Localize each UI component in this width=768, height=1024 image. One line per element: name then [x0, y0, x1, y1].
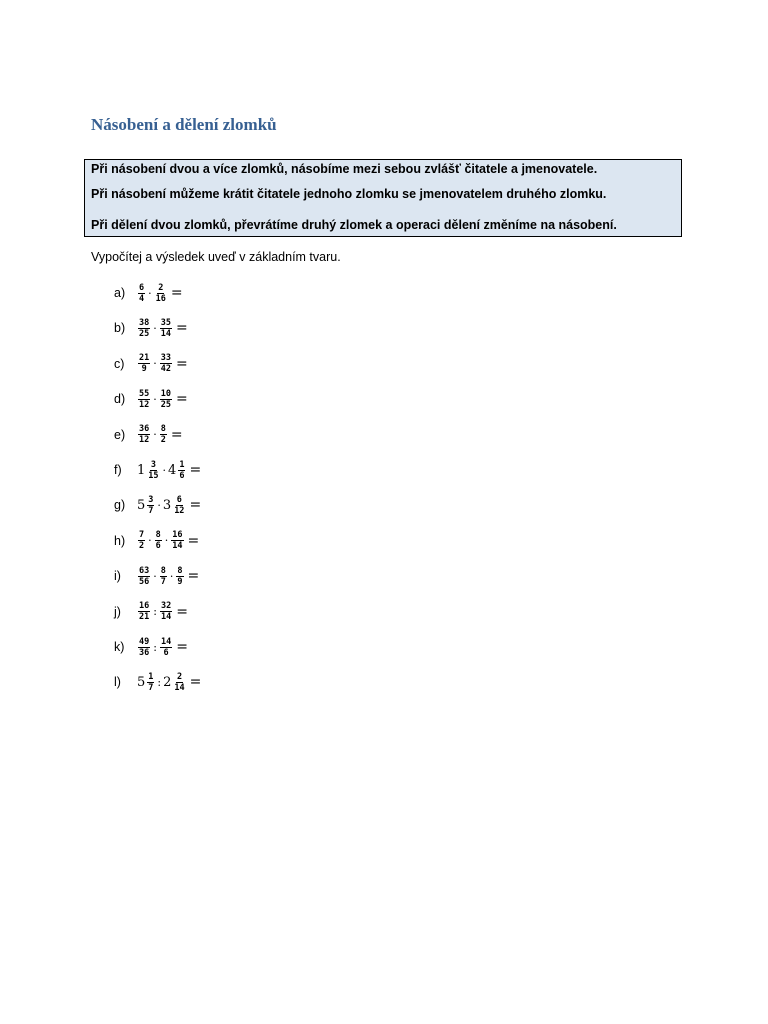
operator: · — [162, 463, 167, 477]
operator: : — [157, 675, 162, 689]
fraction — [160, 601, 172, 622]
numerator: 7 — [139, 530, 145, 541]
operator: : — [153, 640, 157, 654]
exercise-expression — [137, 318, 188, 339]
operator: : — [153, 605, 157, 619]
exercise-label: c) — [114, 356, 125, 371]
denominator: 14 — [174, 682, 185, 693]
fraction — [138, 601, 150, 622]
operator: · — [169, 569, 174, 583]
exercise-expression — [137, 389, 188, 410]
numerator: 21 — [139, 353, 150, 364]
exercise-label: h) — [114, 533, 126, 548]
numerator: 8 — [155, 530, 161, 541]
denominator: 7 — [148, 682, 154, 693]
equals-sign: = — [187, 532, 200, 549]
fraction — [138, 353, 150, 374]
whole-number: 3 — [162, 497, 172, 513]
denominator: 21 — [139, 612, 150, 623]
denominator: 12 — [139, 399, 150, 410]
numerator: 8 — [160, 565, 166, 576]
numerator: 6 — [139, 282, 145, 293]
rule-multiplication: Při násobení dvou a více zlomků, násobíme mezi sebou zvlášť čitatele a jmenovatele. — [91, 162, 598, 176]
exercise-expression — [137, 672, 201, 693]
numerator: 2 — [176, 671, 183, 682]
numerator: 1 — [148, 671, 154, 682]
exercise-item — [114, 597, 188, 627]
denominator: 2 — [139, 541, 145, 552]
operator: · — [153, 357, 157, 371]
fraction — [155, 530, 162, 551]
operator: · — [148, 286, 152, 300]
whole-number: 1 — [137, 462, 146, 478]
fraction — [147, 672, 154, 693]
numerator: 49 — [139, 636, 150, 647]
numerator: 6 — [176, 494, 182, 505]
numerator: 33 — [160, 353, 171, 364]
equals-sign: = — [189, 497, 202, 514]
exercise-item — [114, 526, 199, 556]
exercise-expression — [137, 530, 199, 551]
denominator: 16 — [155, 293, 166, 304]
operator: · — [164, 534, 169, 548]
exercise-item — [114, 490, 201, 520]
denominator: 14 — [160, 612, 172, 623]
equals-sign: = — [176, 320, 188, 337]
exercise-item — [114, 667, 201, 697]
operator: · — [153, 569, 157, 583]
denominator: 2 — [160, 435, 166, 446]
exercise-expression — [137, 566, 199, 587]
equals-sign: = — [176, 391, 188, 408]
fraction — [138, 637, 150, 658]
denominator: 15 — [148, 470, 159, 481]
instruction: Vypočítej a výsledek uveď v základním tvaru. — [91, 250, 341, 264]
equals-sign: = — [189, 462, 202, 478]
denominator: 9 — [177, 576, 183, 587]
exercise-item — [114, 455, 201, 485]
operator: · — [153, 321, 157, 335]
page-title: Násobení a dělení zlomků — [91, 115, 277, 134]
fraction — [138, 566, 150, 587]
fraction — [160, 637, 172, 658]
numerator: 32 — [160, 601, 172, 612]
fraction — [178, 460, 185, 481]
exercise-expression — [137, 495, 201, 516]
fraction — [173, 495, 185, 516]
exercise-label: d) — [114, 392, 126, 407]
denominator: 6 — [179, 470, 185, 481]
exercise-item — [114, 349, 188, 379]
operator: · — [157, 498, 161, 512]
denominator: 7 — [160, 576, 166, 587]
exercise-item — [114, 632, 188, 662]
fraction — [138, 318, 150, 339]
equals-sign: = — [176, 355, 188, 372]
exercise-expression — [137, 637, 188, 658]
numerator: 2 — [158, 282, 164, 293]
exercise-label: l) — [114, 675, 121, 690]
fraction — [138, 389, 150, 410]
fraction — [160, 389, 172, 410]
denominator: 12 — [139, 435, 150, 446]
fraction — [138, 283, 145, 304]
exercise-expression — [137, 353, 188, 374]
exercise-expression — [137, 283, 183, 304]
fraction — [171, 530, 183, 551]
equals-sign: = — [170, 285, 183, 301]
exercise-label: f) — [114, 463, 122, 477]
equals-sign: = — [189, 674, 202, 691]
fraction — [176, 566, 183, 587]
whole-number: 2 — [163, 674, 172, 690]
denominator: 36 — [139, 647, 150, 658]
whole-number: 5 — [137, 674, 146, 690]
numerator: 8 — [177, 565, 183, 576]
fraction — [138, 424, 150, 445]
fraction — [147, 460, 159, 481]
numerator: 38 — [139, 317, 150, 328]
rules-box — [84, 159, 682, 237]
denominator: 14 — [172, 541, 183, 552]
exercise-item — [114, 420, 183, 450]
exercise-expression — [137, 460, 201, 481]
denominator: 4 — [139, 293, 145, 304]
fraction — [160, 424, 167, 445]
numerator: 3 — [148, 494, 154, 505]
denominator: 56 — [139, 576, 150, 587]
equals-sign: = — [170, 426, 183, 443]
denominator: 6 — [155, 541, 161, 552]
numerator: 10 — [160, 388, 171, 399]
exercise-label: i) — [114, 569, 121, 584]
exercise-label: e) — [114, 427, 126, 442]
exercise-label: b) — [114, 321, 126, 336]
exercise-item — [114, 313, 188, 343]
numerator: 16 — [139, 601, 150, 612]
denominator: 6 — [163, 647, 169, 658]
numerator: 14 — [160, 636, 172, 647]
fraction — [173, 672, 185, 693]
fraction — [160, 353, 172, 374]
denominator: 9 — [141, 364, 147, 375]
exercise-expression — [137, 424, 183, 445]
whole-number: 5 — [137, 497, 146, 513]
numerator: 1 — [179, 459, 185, 470]
denominator: 25 — [139, 328, 150, 339]
numerator: 63 — [139, 565, 150, 576]
denominator: 12 — [174, 505, 185, 516]
exercise-label: a) — [114, 286, 126, 300]
equals-sign: = — [176, 603, 188, 620]
numerator: 36 — [139, 424, 150, 435]
exercise-item — [114, 278, 183, 308]
fraction — [155, 283, 167, 304]
fraction — [160, 318, 172, 339]
denominator: 25 — [160, 399, 171, 410]
equals-sign: = — [187, 568, 200, 585]
operator: · — [153, 428, 157, 442]
exercise-label: k) — [114, 640, 125, 654]
operator: · — [148, 534, 152, 548]
exercise-item — [114, 561, 199, 591]
exercise-item — [114, 384, 188, 414]
numerator: 3 — [150, 459, 156, 470]
numerator: 8 — [160, 424, 166, 435]
exercise-expression — [137, 601, 188, 622]
numerator: 16 — [172, 530, 183, 541]
rule-division: Při dělení dvou zlomků, převrátíme druhý zlomek a operaci dělení změníme na násobení. — [91, 218, 617, 232]
equals-sign: = — [176, 639, 188, 655]
rule-cancelling: Při násobení můžeme krátit čitatele jednoho zlomku se jmenovatelem druhého zlomku. — [91, 187, 607, 201]
denominator: 14 — [160, 328, 171, 339]
operator: · — [153, 392, 157, 406]
whole-number: 4 — [168, 462, 177, 478]
numerator: 35 — [160, 317, 171, 328]
denominator: 7 — [148, 505, 154, 516]
numerator: 55 — [139, 388, 150, 399]
denominator: 42 — [160, 364, 171, 375]
fraction — [147, 495, 154, 516]
fraction — [160, 566, 167, 587]
exercise-label: g) — [114, 498, 126, 513]
fraction — [138, 530, 145, 551]
exercise-label: j) — [114, 604, 121, 619]
